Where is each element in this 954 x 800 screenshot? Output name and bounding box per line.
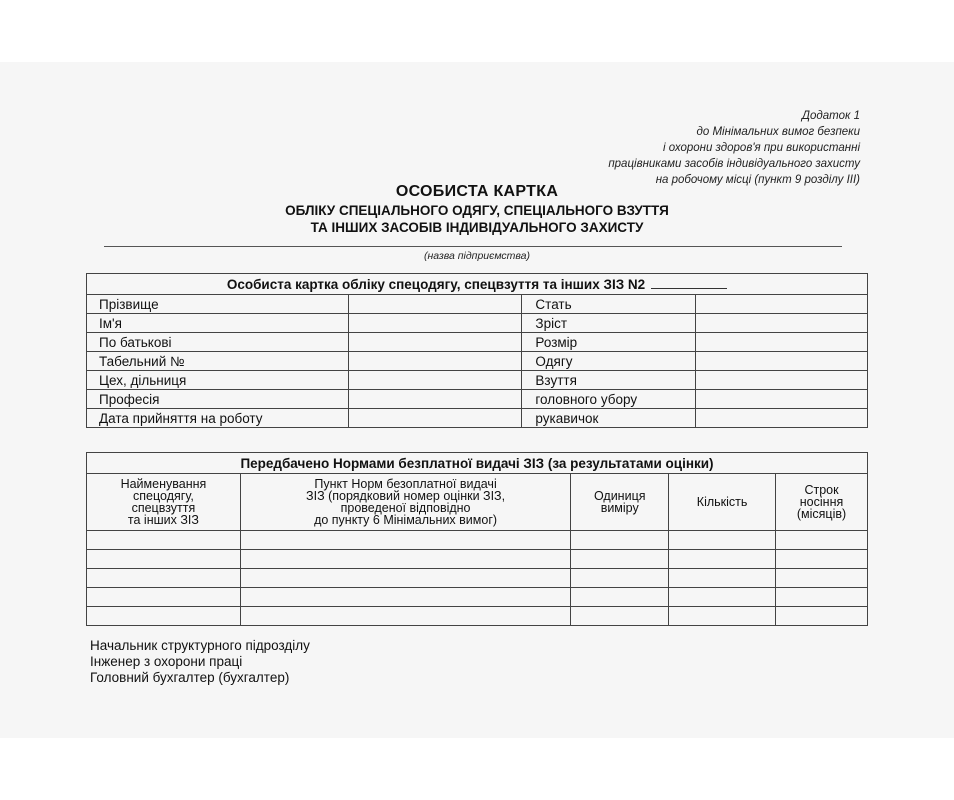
empty-cell[interactable] (776, 607, 868, 626)
value-cell[interactable] (696, 314, 868, 333)
label-clothing: Одягу (522, 352, 696, 371)
table-row (87, 409, 868, 428)
label-footwear: Взуття (522, 371, 696, 390)
appendix-line: на робочому місці (пункт 9 розділу III) (655, 174, 860, 186)
column-unit: Одиниця виміру (571, 474, 669, 531)
organization-name-field[interactable] (104, 246, 842, 247)
empty-cell[interactable] (669, 569, 776, 588)
empty-cell[interactable] (87, 569, 241, 588)
label-profession: Професія (87, 390, 349, 409)
empty-cell[interactable] (240, 550, 570, 569)
label-size: Розмір (522, 333, 696, 352)
card-header-text: Особиста картка обліку спецодягу, спецвзуття та інших ЗІЗ N2 (226, 276, 646, 292)
empty-cell[interactable] (87, 531, 241, 550)
label-workshop: Цех, дільниця (87, 371, 349, 390)
label-gloves: рукавичок (522, 409, 696, 428)
table-row (87, 390, 868, 409)
appendix-line: працівниками засобів індивідуального захисту (608, 158, 860, 170)
appendix-line: Додаток 1 (801, 110, 860, 122)
value-cell[interactable] (696, 390, 868, 409)
value-cell[interactable] (696, 333, 868, 352)
empty-cell[interactable] (571, 550, 669, 569)
appendix-line: і охорони здоров'я при використанні (662, 142, 860, 154)
empty-cell[interactable] (571, 569, 669, 588)
empty-cell[interactable] (571, 588, 669, 607)
appendix-line: до Мінімальних вимог безпеки (696, 126, 860, 138)
empty-cell[interactable] (669, 531, 776, 550)
empty-cell[interactable] (240, 588, 570, 607)
empty-cell[interactable] (240, 531, 570, 550)
signature-safety-engineer: Інженер з охорони праці (90, 654, 243, 669)
label-surname: Прізвище (87, 295, 349, 314)
table-row (87, 607, 868, 626)
empty-cell[interactable] (571, 607, 669, 626)
table-row (87, 295, 868, 314)
table-row (87, 569, 868, 588)
table-row (87, 314, 868, 333)
table-row (87, 371, 868, 390)
label-hire-date: Дата прийняття на роботу (87, 409, 349, 428)
value-cell[interactable] (348, 295, 522, 314)
personal-card-table (86, 273, 868, 428)
empty-cell[interactable] (669, 588, 776, 607)
norms-column-headers (87, 474, 868, 531)
label-gender: Стать (522, 295, 696, 314)
value-cell[interactable] (348, 390, 522, 409)
value-cell[interactable] (348, 352, 522, 371)
signature-department-head: Начальник структурного підрозділу (90, 638, 310, 653)
table-row (87, 531, 868, 550)
label-headwear: головного убору (522, 390, 696, 409)
value-cell[interactable] (348, 314, 522, 333)
organization-caption: (назва підприємства) (423, 250, 530, 262)
empty-cell[interactable] (669, 607, 776, 626)
signatures-block (90, 638, 310, 686)
table-row (87, 588, 868, 607)
empty-cell[interactable] (87, 550, 241, 569)
empty-cell[interactable] (571, 531, 669, 550)
title-main: ОСОБИСТА КАРТКА (395, 183, 559, 200)
label-personnel-number: Табельний № (87, 352, 349, 371)
column-item-name: Найменування спецодягу, спецвзуття та інших ЗІЗ (87, 474, 241, 531)
appendix-note (608, 108, 860, 188)
empty-cell[interactable] (240, 569, 570, 588)
title-line-2: ОБЛІКУ СПЕЦІАЛЬНОГО ОДЯГУ, СПЕЦІАЛЬНОГО ВЗУТТЯ (285, 203, 669, 218)
norms-table (86, 452, 868, 626)
value-cell[interactable] (348, 371, 522, 390)
value-cell[interactable] (348, 333, 522, 352)
column-quantity: Кількість (669, 474, 776, 531)
norms-header: Передбачено Нормами безплатної видачі ЗІЗ (за результатами оцінки) (87, 453, 868, 474)
label-patronymic: По батькові (87, 333, 349, 352)
empty-cell[interactable] (776, 550, 868, 569)
card-number-field[interactable] (651, 279, 727, 289)
value-cell[interactable] (696, 409, 868, 428)
value-cell[interactable] (696, 352, 868, 371)
empty-cell[interactable] (776, 569, 868, 588)
empty-cell[interactable] (87, 607, 241, 626)
table-row (87, 333, 868, 352)
empty-cell[interactable] (240, 607, 570, 626)
empty-cell[interactable] (669, 550, 776, 569)
signature-chief-accountant: Головний бухгалтер (бухгалтер) (90, 670, 290, 685)
table-row (87, 352, 868, 371)
column-wear-period: Строк носіння (місяців) (776, 474, 868, 531)
value-cell[interactable] (696, 371, 868, 390)
label-height: Зріст (522, 314, 696, 333)
empty-cell[interactable] (776, 531, 868, 550)
column-norm-item: Пункт Норм безоплатної видачі ЗІЗ (порядковий номер оцінки ЗІЗ, проведеної відповідно до пункту 6 Мінімальних вимог) (240, 474, 570, 531)
empty-cell[interactable] (776, 588, 868, 607)
empty-cell[interactable] (87, 588, 241, 607)
card-header (87, 274, 868, 295)
form-title (0, 182, 954, 236)
table-row (87, 550, 868, 569)
value-cell[interactable] (348, 409, 522, 428)
title-line-3: ТА ІНШИХ ЗАСОБІВ ІНДИВІДУАЛЬНОГО ЗАХИСТУ (310, 220, 644, 235)
label-name: Ім'я (87, 314, 349, 333)
value-cell[interactable] (696, 295, 868, 314)
